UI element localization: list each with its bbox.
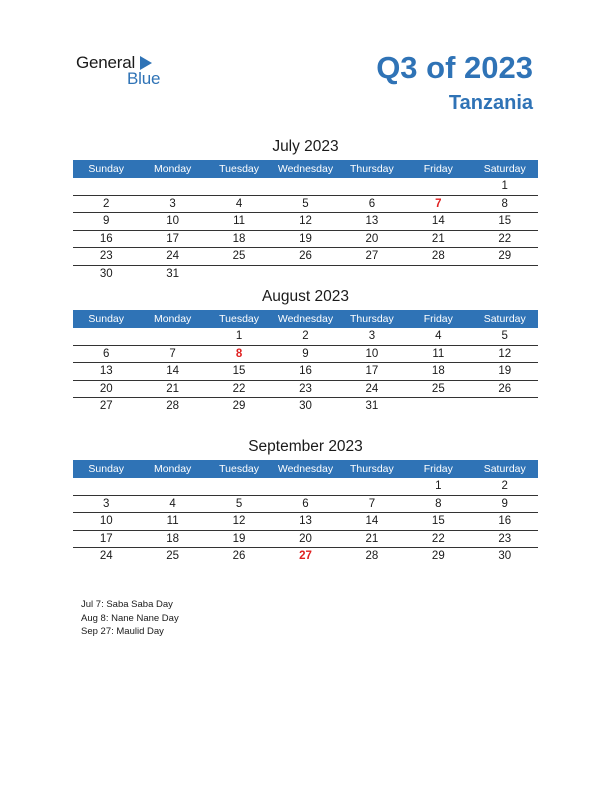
day-cell: [472, 266, 538, 284]
day-cell: 5: [302, 197, 309, 210]
weekday-label: Wednesday: [277, 313, 334, 325]
holiday-date: 7: [435, 197, 442, 210]
week-row: [73, 531, 538, 549]
logo-text-general: General: [76, 53, 136, 72]
day-cell: 4: [169, 497, 176, 510]
weekday-label: Saturday: [483, 463, 526, 475]
day-cell: 18: [166, 532, 180, 545]
week-row: [73, 496, 538, 514]
logo: [76, 53, 176, 89]
day-cell: 10: [365, 347, 379, 360]
weekday-label: Saturday: [483, 163, 526, 175]
day-cell: 12: [498, 347, 512, 360]
day-cell: [339, 178, 405, 195]
day-cell: 22: [498, 232, 512, 245]
day-cell: [73, 178, 139, 195]
day-cell: 24: [365, 382, 379, 395]
day-cell: 17: [99, 532, 113, 545]
day-cell: 16: [99, 232, 113, 245]
day-cell: 8: [501, 197, 508, 210]
week-row: [73, 178, 538, 196]
week-row: [73, 381, 538, 399]
day-cell: [73, 328, 139, 345]
day-cell: 30: [498, 550, 512, 562]
day-cell: 4: [435, 330, 442, 342]
day-cell: 18: [431, 365, 445, 377]
day-cell: 3: [103, 497, 110, 510]
day-cell: 8: [435, 497, 442, 510]
day-cell: 28: [431, 250, 445, 262]
day-cell: 15: [232, 365, 246, 377]
day-cell: 31: [365, 400, 379, 412]
week-row: [73, 548, 538, 566]
month-title: August 2023: [261, 288, 350, 305]
day-cell: [272, 266, 338, 284]
day-cell: 22: [431, 532, 445, 545]
day-cell: [272, 478, 338, 495]
day-cell: 2: [302, 330, 309, 342]
weekday-header: [73, 310, 538, 328]
logo-flag-icon: [140, 56, 152, 70]
day-cell: 2: [103, 197, 110, 210]
day-cell: [339, 478, 405, 495]
weekday-label: Saturday: [483, 313, 526, 325]
day-cell: 3: [169, 197, 176, 210]
day-cell: 16: [498, 515, 512, 527]
day-cell: 30: [99, 267, 113, 280]
page-title: Q3 of 2023: [376, 50, 533, 85]
day-cell: 26: [299, 250, 312, 262]
weekday-header: [73, 160, 538, 178]
weekday-label: Wednesday: [277, 163, 334, 175]
day-cell: 15: [431, 515, 445, 527]
day-cell: 30: [299, 400, 312, 412]
day-cell: 1: [501, 180, 508, 192]
day-cell: [272, 178, 338, 195]
month-calendar-july: [73, 138, 538, 283]
weekday-label: Sunday: [88, 163, 125, 175]
day-cell: 15: [498, 215, 512, 227]
weekday-label: Tuesday: [219, 463, 259, 475]
day-cell: 14: [166, 365, 180, 377]
holiday-note: Jul 7: Saba Saba Day: [81, 599, 173, 610]
week-row: [73, 328, 538, 346]
day-cell: 26: [232, 550, 246, 562]
day-cell: 18: [232, 232, 246, 245]
day-cell: 29: [431, 550, 445, 562]
week-row: [73, 398, 538, 416]
weekday-label: Monday: [153, 163, 192, 175]
weekday-label: Friday: [423, 313, 453, 325]
day-cell: 7: [368, 497, 376, 510]
week-row: [73, 196, 538, 214]
day-cell: [139, 178, 205, 195]
day-cell: 1: [235, 330, 243, 342]
day-cell: 31: [166, 267, 180, 280]
day-cell: 19: [232, 532, 246, 545]
weekday-label: Friday: [423, 163, 453, 175]
week-row: [73, 266, 538, 284]
day-cell: 14: [431, 215, 445, 227]
weekday-header: [73, 460, 538, 478]
weekday-label: Thursday: [350, 313, 394, 325]
month-title: July 2023: [272, 138, 339, 155]
weekday-label: Thursday: [350, 463, 394, 475]
weekday-label: Monday: [153, 313, 192, 325]
day-cell: 13: [365, 215, 379, 227]
day-cell: 24: [99, 550, 113, 562]
country-name: Tanzania: [448, 92, 533, 114]
day-cell: 9: [103, 215, 110, 227]
weekday-label: Tuesday: [219, 313, 259, 325]
day-cell: 14: [365, 515, 379, 527]
day-cell: 1: [435, 480, 442, 492]
day-cell: 29: [498, 250, 512, 262]
day-cell: 20: [99, 382, 113, 395]
day-cell: 21: [431, 232, 445, 245]
week-row: [73, 231, 538, 249]
weekday-label: Friday: [423, 463, 453, 475]
day-cell: [206, 178, 272, 195]
day-cell: 29: [232, 400, 246, 412]
day-cell: 4: [235, 197, 243, 210]
day-cell: 19: [299, 232, 312, 245]
day-cell: 12: [232, 515, 246, 527]
holiday-notes: [81, 598, 179, 639]
day-cell: 25: [431, 382, 445, 395]
day-cell: 6: [302, 497, 309, 510]
day-cell: 19: [498, 365, 512, 377]
day-cell: 25: [166, 550, 180, 562]
weekday-label: Tuesday: [219, 163, 259, 175]
day-cell: 28: [166, 400, 180, 412]
day-cell: 23: [99, 250, 113, 262]
day-cell: 6: [368, 197, 376, 210]
day-cell: 21: [166, 382, 180, 395]
weekday-label: Sunday: [88, 313, 125, 325]
day-cell: 27: [365, 250, 379, 262]
day-cell: 13: [299, 515, 312, 527]
weekday-label: Thursday: [350, 163, 394, 175]
day-cell: 26: [498, 382, 512, 395]
day-cell: [405, 266, 471, 284]
day-cell: 20: [299, 532, 312, 545]
day-cell: [405, 398, 471, 416]
day-cell: 11: [432, 347, 445, 360]
day-cell: 6: [103, 347, 110, 360]
day-cell: 16: [299, 365, 312, 377]
day-cell: 7: [169, 347, 176, 360]
week-row: [73, 363, 538, 381]
day-cell: 12: [299, 215, 312, 227]
day-cell: 10: [99, 515, 113, 527]
day-cell: [405, 178, 471, 195]
weekday-label: Monday: [153, 463, 192, 475]
weekday-label: Sunday: [88, 463, 125, 475]
day-cell: 27: [99, 400, 113, 412]
day-cell: [206, 478, 272, 495]
day-cell: 5: [501, 330, 508, 342]
day-cell: 21: [365, 532, 379, 545]
day-cell: 23: [299, 382, 312, 395]
week-row: [73, 248, 538, 266]
month-calendar-september: [73, 438, 538, 566]
day-cell: [139, 328, 205, 345]
week-row: [73, 213, 538, 231]
day-cell: 22: [232, 382, 246, 395]
day-cell: 24: [166, 250, 180, 262]
day-cell: 28: [365, 550, 379, 562]
month-calendar-august: [73, 288, 538, 416]
week-row: [73, 346, 538, 364]
holiday-note: Aug 8: Nane Nane Day: [81, 612, 179, 624]
day-cell: 23: [498, 532, 512, 545]
day-cell: 20: [365, 232, 379, 245]
day-cell: 17: [166, 232, 180, 245]
day-cell: 11: [166, 515, 179, 527]
week-row: [73, 513, 538, 531]
holiday-date: 8: [235, 347, 243, 360]
logo-text-blue: Blue: [127, 69, 161, 88]
day-cell: 10: [166, 215, 180, 227]
day-cell: [339, 266, 405, 284]
day-cell: [206, 266, 272, 284]
day-cell: 5: [235, 497, 243, 510]
day-cell: 9: [302, 347, 309, 360]
day-cell: [73, 478, 139, 495]
holiday-note: Sep 27: Maulid Day: [81, 626, 164, 637]
week-row: [73, 478, 538, 496]
weekday-label: Wednesday: [277, 463, 334, 475]
day-cell: [472, 398, 538, 416]
day-cell: 3: [368, 330, 376, 342]
day-cell: 9: [501, 497, 508, 510]
month-title: September 2023: [248, 438, 363, 455]
day-cell: 2: [501, 480, 508, 492]
day-cell: 11: [233, 215, 246, 227]
day-cell: 17: [365, 365, 379, 377]
day-cell: 25: [232, 250, 246, 262]
day-cell: [139, 478, 205, 495]
day-cell: 13: [99, 365, 113, 377]
holiday-date: 27: [299, 550, 312, 562]
